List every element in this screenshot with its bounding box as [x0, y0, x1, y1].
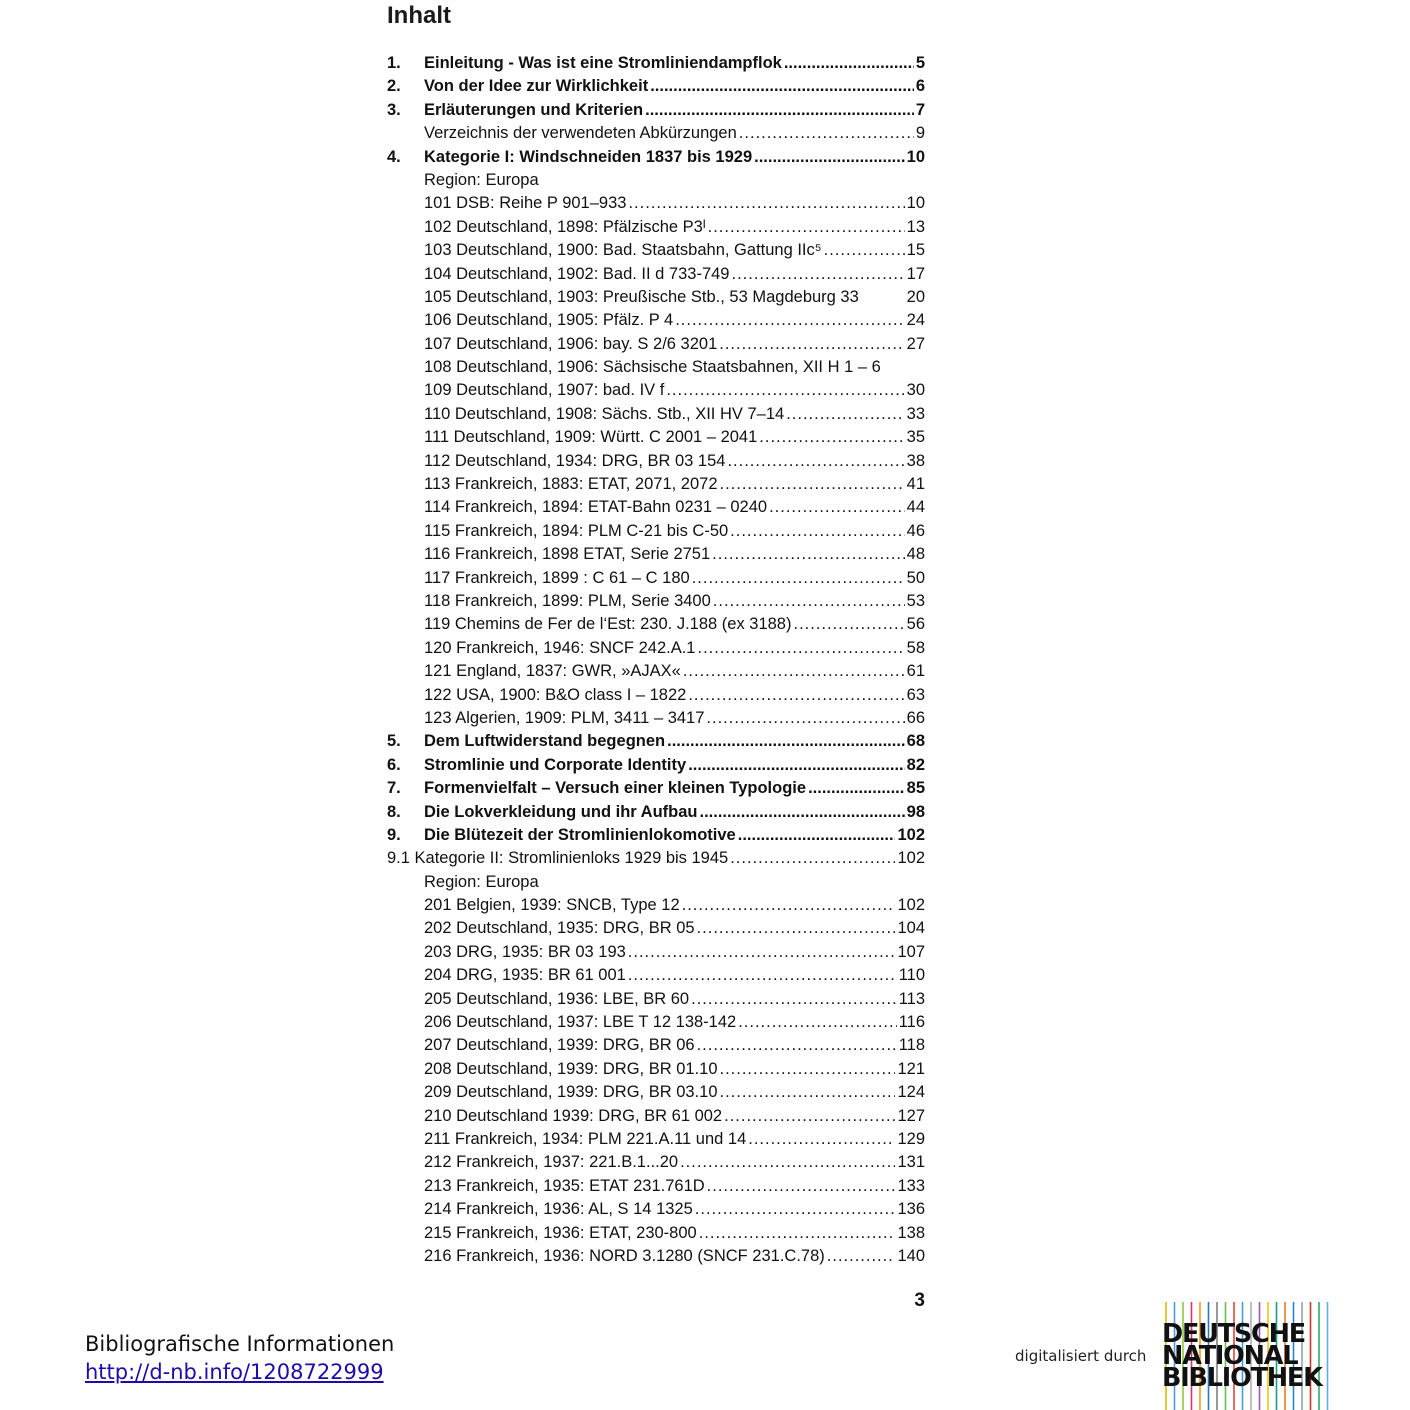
- toc-entry-page: 118: [898, 1036, 925, 1055]
- toc-entry: [387, 333, 925, 356]
- toc-entry-title: 121 England, 1837: GWR, »AJAX«: [424, 662, 681, 681]
- toc-entry: [387, 99, 925, 122]
- toc-entry-title: 212 Frankreich, 1937: 221.B.1...20: [424, 1153, 679, 1172]
- toc-entry-page: 107: [897, 942, 925, 961]
- logo-line: DEUTSCHE: [1162, 1319, 1305, 1349]
- toc-entry-title: 206 Deutschland, 1937: LBE T 12 138-142: [424, 1013, 737, 1032]
- toc-entry-title: Formenvielfalt – Versuch einer kleinen Typologie: [424, 779, 807, 798]
- toc-entry-page: 102: [897, 849, 925, 868]
- dot-leader: [748, 1128, 895, 1151]
- toc-entry-title: 205 Deutschland, 1936: LBE, BR 60: [424, 989, 690, 1008]
- table-of-contents: [387, 52, 925, 1268]
- toc-entry-page: 48: [906, 545, 925, 564]
- toc-entry-page: 58: [906, 638, 925, 657]
- dot-leader: [739, 122, 914, 145]
- toc-entry-title: Region: Europa: [424, 170, 539, 189]
- toc-entry-line: [424, 379, 925, 402]
- toc-entry: [387, 426, 925, 449]
- toc-entry-title: 115 Frankreich, 1894: PLM C-21 bis C-50: [424, 521, 729, 540]
- toc-entry: [387, 263, 925, 286]
- toc-entry-line: [424, 1081, 925, 1104]
- toc-entry-title: Einleitung - Was ist eine Stromliniendampflok: [424, 54, 782, 72]
- toc-entry-title: 214 Frankreich, 1936: AL, S 14 1325: [424, 1200, 693, 1219]
- toc-entry-line: [424, 403, 925, 426]
- toc-entry-page: 9: [915, 124, 925, 143]
- toc-entry-page: 44: [906, 498, 925, 517]
- toc-entry-title: 201 Belgien, 1939: SNCB, Type 12: [424, 896, 680, 915]
- toc-entry: [387, 567, 925, 590]
- toc-entry-page: 68: [906, 732, 925, 751]
- toc-entry-line: [424, 567, 925, 590]
- toc-entry-page: 30: [906, 381, 925, 400]
- toc-entry-line: [424, 1175, 925, 1198]
- toc-entry-page: 98: [906, 802, 925, 821]
- dot-leader: [720, 1058, 896, 1081]
- biblio-label: Bibliografische Informationen: [85, 1332, 395, 1356]
- toc-entry-page: 41: [906, 475, 925, 494]
- dot-leader: [700, 801, 905, 824]
- toc-entry-page: 5: [915, 54, 925, 72]
- toc-entry-line: [424, 356, 925, 379]
- toc-entry-line: [424, 1222, 925, 1245]
- toc-entry: [387, 801, 925, 824]
- toc-entry: [387, 52, 925, 75]
- toc-entry-line: [424, 754, 925, 777]
- toc-entry-page: 46: [906, 521, 925, 540]
- toc-entry-page: 113: [898, 989, 925, 1008]
- toc-entry-title: 119 Chemins de Fer de l‘Est: 230. J.188 (ex 3188): [424, 615, 792, 634]
- toc-entry: [387, 286, 925, 309]
- toc-entry: [387, 1081, 925, 1104]
- toc-entry-line: [424, 1034, 925, 1057]
- toc-entry: [387, 1011, 925, 1034]
- toc-entry-line: [424, 309, 925, 332]
- toc-entry-title: 110 Deutschland, 1908: Sächs. Stb., XII HV 7–14: [424, 404, 785, 423]
- toc-entry-page: 116: [898, 1013, 925, 1032]
- toc-entry-line: [424, 52, 925, 75]
- dot-leader: [738, 824, 896, 847]
- toc-entry-page: 124: [897, 1083, 925, 1102]
- dot-leader: [808, 777, 905, 800]
- toc-entry-page: 27: [906, 334, 925, 353]
- toc-entry-title: 114 Frankreich, 1894: ETAT-Bahn 0231 – 0240: [424, 498, 768, 517]
- dot-leader: [719, 333, 904, 356]
- dot-leader: [683, 660, 905, 683]
- dot-leader: [688, 684, 904, 707]
- page-number: 3: [914, 1290, 925, 1311]
- toc-entry-page: 38: [906, 451, 925, 470]
- toc-entry-number: 2.: [387, 77, 401, 96]
- toc-entry-page: 53: [906, 591, 925, 610]
- toc-entry-page: 7: [915, 100, 925, 119]
- logo-line: NATIONAL: [1162, 1341, 1298, 1371]
- toc-entry: [387, 1245, 925, 1268]
- toc-entry-page: 33: [906, 404, 925, 423]
- dot-leader: [697, 637, 904, 660]
- dot-leader: [628, 192, 904, 215]
- toc-entry-title: 117 Frankreich, 1899 : C 61 – C 180: [424, 568, 690, 587]
- dot-leader: [650, 75, 914, 98]
- toc-entry-page: 121: [897, 1059, 925, 1078]
- toc-entry-line: [424, 613, 925, 636]
- toc-entry-line: [424, 1128, 925, 1151]
- toc-entry-page: 50: [906, 568, 925, 587]
- toc-entry-line: [424, 941, 925, 964]
- toc-entry-number: 8.: [387, 802, 401, 821]
- toc-entry: [387, 146, 925, 169]
- page-heading: Inhalt: [387, 2, 451, 29]
- toc-entry-line: [424, 333, 925, 356]
- dot-leader: [675, 309, 904, 332]
- toc-entry-title: 207 Deutschland, 1939: DRG, BR 06: [424, 1036, 695, 1055]
- toc-entry-title: 113 Frankreich, 1883: ETAT, 2071, 2072: [424, 475, 718, 494]
- dot-leader: [730, 847, 895, 870]
- dot-leader: [628, 941, 896, 964]
- toc-entry-line: [424, 707, 925, 730]
- toc-entry-line: [424, 894, 925, 917]
- toc-entry-line: [424, 637, 925, 660]
- dot-leader: [827, 1245, 896, 1268]
- toc-entry-line: [424, 122, 925, 145]
- toc-entry-line: [424, 590, 925, 613]
- toc-entry: [387, 403, 925, 426]
- toc-entry-title: 118 Frankreich, 1899: PLM, Serie 3400: [424, 591, 711, 610]
- toc-entry-number: 3.: [387, 100, 401, 119]
- toc-entry: [387, 379, 925, 402]
- toc-entry-number: 9.: [387, 825, 401, 844]
- dot-leader: [697, 917, 896, 940]
- toc-entry-title: 215 Frankreich, 1936: ETAT, 230-800: [424, 1223, 697, 1242]
- dot-leader: [738, 1011, 896, 1034]
- toc-entry: [387, 1128, 925, 1151]
- toc-entry: [387, 613, 925, 636]
- toc-entry-title: 213 Frankreich, 1935: ETAT 231.761D: [424, 1176, 705, 1195]
- toc-entry: [387, 1105, 925, 1128]
- dot-leader: [695, 1198, 896, 1221]
- toc-entry-line: [424, 1198, 925, 1221]
- toc-entry-title: 208 Deutschland, 1939: DRG, BR 01.10: [424, 1059, 718, 1078]
- toc-entry-line: [424, 99, 925, 122]
- dot-leader: [682, 894, 896, 917]
- toc-entry-line: [424, 520, 925, 543]
- dot-leader: [793, 613, 904, 636]
- dot-leader: [688, 754, 904, 777]
- toc-entry-line: [424, 730, 925, 753]
- toc-entry-page: 85: [906, 779, 925, 798]
- dot-leader: [645, 99, 914, 122]
- toc-entry-page: 63: [906, 685, 925, 704]
- dot-leader: [720, 473, 905, 496]
- toc-entry-number: 7.: [387, 779, 401, 798]
- dot-leader: [692, 567, 905, 590]
- dot-leader: [824, 239, 905, 262]
- toc-entry-title: 211 Frankreich, 1934: PLM 221.A.11 und 14: [424, 1129, 747, 1148]
- toc-entry-line: [424, 660, 925, 683]
- toc-entry: [387, 1222, 925, 1245]
- logo-wordmark: [1162, 1319, 1322, 1393]
- toc-entry: [387, 941, 925, 964]
- toc-entry-title: 106 Deutschland, 1905: Pfälz. P 4: [424, 311, 674, 330]
- dot-leader: [727, 450, 904, 473]
- toc-entry-page: 10: [906, 147, 925, 166]
- dot-leader: [666, 379, 904, 402]
- toc-entry-line: [424, 824, 925, 847]
- toc-entry: [387, 520, 925, 543]
- toc-entry-title: 202 Deutschland, 1935: DRG, BR 05: [424, 919, 695, 938]
- toc-entry-line: [424, 1151, 925, 1174]
- toc-entry-title: Dem Luftwiderstand begegnen: [424, 732, 666, 751]
- toc-entry-title: Region: Europa: [424, 872, 539, 891]
- toc-entry-page: 6: [915, 77, 925, 96]
- toc-entry: [387, 707, 925, 730]
- toc-entry-page: 102: [897, 825, 925, 844]
- toc-entry-title: 209 Deutschland, 1939: DRG, BR 03.10: [424, 1083, 718, 1102]
- toc-entry-line: [424, 75, 925, 98]
- toc-entry-line: [424, 1058, 925, 1081]
- toc-entry-title: 108 Deutschland, 1906: Sächsische Staatsbahnen, XII H 1 – 6: [424, 358, 881, 377]
- toc-entry-title: 111 Deutschland, 1909: Württ. C 2001 – 2041: [424, 428, 758, 447]
- toc-entry-line: [424, 917, 925, 940]
- toc-entry-page: 82: [906, 755, 925, 774]
- toc-entry-number: 1.: [387, 54, 401, 72]
- toc-entry-page: 129: [897, 1129, 925, 1148]
- toc-entry-line: [424, 169, 925, 192]
- digitized-by-label: digitalisiert durch: [1015, 1347, 1147, 1365]
- dot-leader: [707, 1175, 896, 1198]
- dot-leader: [759, 426, 904, 449]
- toc-entry-title: 210 Deutschland 1939: DRG, BR 61 002: [424, 1106, 723, 1125]
- toc-entry: [387, 637, 925, 660]
- toc-entry-number: 6.: [387, 755, 401, 774]
- dot-leader: [699, 1222, 896, 1245]
- toc-entry-title: 105 Deutschland, 1903: Preußische Stb., 53 Magdeburg 33: [424, 287, 859, 306]
- toc-entry-title: 9.1 Kategorie II: Stromlinienloks 1929 bis 1945: [387, 849, 729, 868]
- toc-entry: [387, 309, 925, 332]
- toc-entry-line: [424, 1245, 925, 1268]
- toc-entry: [387, 964, 925, 987]
- toc-entry-title: Stromlinie und Corporate Identity: [424, 755, 687, 774]
- toc-entry: [387, 496, 925, 519]
- toc-entry: [387, 894, 925, 917]
- dot-leader: [724, 1105, 895, 1128]
- toc-entry: [387, 1198, 925, 1221]
- toc-entry: [387, 75, 925, 98]
- dot-leader: [731, 263, 904, 286]
- toc-entry: [387, 543, 925, 566]
- dot-leader: [784, 52, 914, 75]
- toc-entry-title: Die Lokverkleidung und ihr Aufbau: [424, 802, 698, 821]
- toc-entry-title: 104 Deutschland, 1902: Bad. II d 733-749: [424, 264, 730, 283]
- dot-leader: [697, 1034, 897, 1057]
- toc-entry-page: 13: [906, 217, 925, 236]
- toc-entry-line: [424, 777, 925, 800]
- toc-entry-page: 10: [906, 194, 925, 213]
- toc-entry-line: [424, 871, 925, 894]
- toc-entry: [387, 122, 925, 145]
- toc-entry-title: Kategorie I: Windschneiden 1837 bis 1929: [424, 147, 753, 166]
- toc-entry: [387, 169, 925, 192]
- toc-entry-page: 24: [906, 311, 925, 330]
- toc-entry-page: 133: [897, 1176, 925, 1195]
- toc-entry-number: 4.: [387, 147, 401, 166]
- toc-entry-page: 61: [906, 662, 925, 681]
- toc-entry: [387, 590, 925, 613]
- toc-entry-page: 140: [897, 1246, 925, 1265]
- toc-entry-line: [424, 496, 925, 519]
- toc-entry-title: Die Blütezeit der Stromlinienlokomotive: [424, 825, 736, 844]
- toc-entry-page: 66: [906, 708, 925, 727]
- toc-entry-page: 110: [898, 966, 925, 985]
- toc-entry-line: [424, 426, 925, 449]
- toc-entry-page: 138: [897, 1223, 925, 1242]
- bibliographic-info: [85, 1330, 394, 1386]
- toc-entry: [387, 824, 925, 847]
- dot-leader: [730, 520, 904, 543]
- toc-entry-title: 101 DSB: Reihe P 901–933: [424, 194, 627, 213]
- toc-entry-line: [424, 146, 925, 169]
- dnb-logo: [1160, 1302, 1340, 1410]
- toc-entry: [387, 450, 925, 473]
- toc-entry: [387, 1151, 925, 1174]
- toc-entry-title: 102 Deutschland, 1898: Pfälzische P3ᴵ: [424, 217, 706, 236]
- toc-entry: [387, 871, 925, 894]
- biblio-link[interactable]: http://d-nb.info/1208722999: [85, 1360, 384, 1384]
- toc-entry-line: [424, 239, 925, 262]
- toc-entry-page: 17: [906, 264, 925, 283]
- toc-entry-page: 35: [906, 428, 925, 447]
- toc-entry: [387, 730, 925, 753]
- dot-leader: [713, 590, 905, 613]
- toc-entry-line: [424, 263, 925, 286]
- toc-entry-line: [424, 192, 925, 215]
- toc-entry-title: 216 Frankreich, 1936: NORD 3.1280 (SNCF 231.C.78): [424, 1246, 825, 1265]
- toc-entry-line: [424, 1011, 925, 1034]
- dot-leader: [667, 730, 905, 753]
- toc-entry-title: 123 Algerien, 1909: PLM, 3411 – 3417: [424, 708, 705, 727]
- dot-leader: [786, 403, 904, 426]
- toc-entry-title: 204 DRG, 1935: BR 61 001: [424, 966, 626, 985]
- toc-entry: [387, 988, 925, 1011]
- toc-entry-line: [424, 450, 925, 473]
- toc-entry-title: 116 Frankreich, 1898 ETAT, Serie 2751: [424, 545, 711, 564]
- dot-leader: [720, 1081, 896, 1104]
- toc-entry-title: Verzeichnis der verwendeten Abkürzungen: [424, 124, 737, 143]
- toc-entry-title: 112 Deutschland, 1934: DRG, BR 03 154: [424, 451, 726, 470]
- logo-line: BIBLIOTHEK: [1162, 1363, 1322, 1393]
- toc-entry-title: 103 Deutschland, 1900: Bad. Staatsbahn, Gattung IIc⁵: [424, 241, 822, 260]
- toc-entry: [387, 1058, 925, 1081]
- toc-entry-title: 122 USA, 1900: B&O class I – 1822: [424, 685, 687, 704]
- toc-entry: [387, 660, 925, 683]
- toc-entry-title: Erläuterungen und Kriterien: [424, 100, 644, 119]
- dot-leader: [680, 1151, 895, 1174]
- toc-entry: [387, 847, 925, 870]
- toc-entry: [387, 684, 925, 707]
- toc-entry-line: [424, 988, 925, 1011]
- dot-leader: [708, 216, 905, 239]
- toc-entry-line: [424, 216, 925, 239]
- toc-entry-line: [424, 964, 925, 987]
- toc-entry: [387, 473, 925, 496]
- dot-leader: [691, 988, 897, 1011]
- dot-leader: [712, 543, 904, 566]
- toc-entry-line: [424, 1105, 925, 1128]
- toc-entry-line: [387, 847, 925, 870]
- toc-entry-title: Von der Idee zur Wirklichkeit: [424, 77, 649, 96]
- toc-entry: [387, 356, 925, 379]
- toc-entry: [387, 754, 925, 777]
- toc-entry-page: 104: [897, 919, 925, 938]
- toc-entry: [387, 1175, 925, 1198]
- toc-entry: [387, 192, 925, 215]
- dot-leader: [754, 146, 905, 169]
- toc-entry: [387, 1034, 925, 1057]
- dot-leader: [628, 964, 897, 987]
- toc-entry-line: [424, 801, 925, 824]
- toc-entry: [387, 239, 925, 262]
- toc-entry-title: 120 Frankreich, 1946: SNCF 242.A.1: [424, 638, 696, 657]
- toc-entry-page: 127: [897, 1106, 925, 1125]
- toc-entry-page: 15: [906, 241, 925, 260]
- toc-entry-page: 102: [897, 896, 925, 915]
- toc-entry-number: 5.: [387, 732, 401, 751]
- toc-entry: [387, 777, 925, 800]
- toc-entry-title: 203 DRG, 1935: BR 03 193: [424, 942, 626, 961]
- toc-entry-line: [424, 543, 925, 566]
- toc-entry-page: 131: [897, 1153, 925, 1172]
- toc-entry-page: 136: [897, 1200, 925, 1219]
- dot-leader: [706, 707, 904, 730]
- toc-entry-line: [424, 684, 925, 707]
- toc-entry-page: 20: [906, 287, 925, 306]
- dot-leader: [769, 496, 905, 519]
- toc-entry: [387, 917, 925, 940]
- toc-entry-title: 109 Deutschland, 1907: bad. IV f: [424, 381, 665, 400]
- toc-entry-title: 107 Deutschland, 1906: bay. S 2/6 3201: [424, 334, 718, 353]
- toc-entry: [387, 216, 925, 239]
- toc-entry-page: 56: [906, 615, 925, 634]
- toc-entry-line: [424, 286, 925, 309]
- toc-entry-line: [424, 473, 925, 496]
